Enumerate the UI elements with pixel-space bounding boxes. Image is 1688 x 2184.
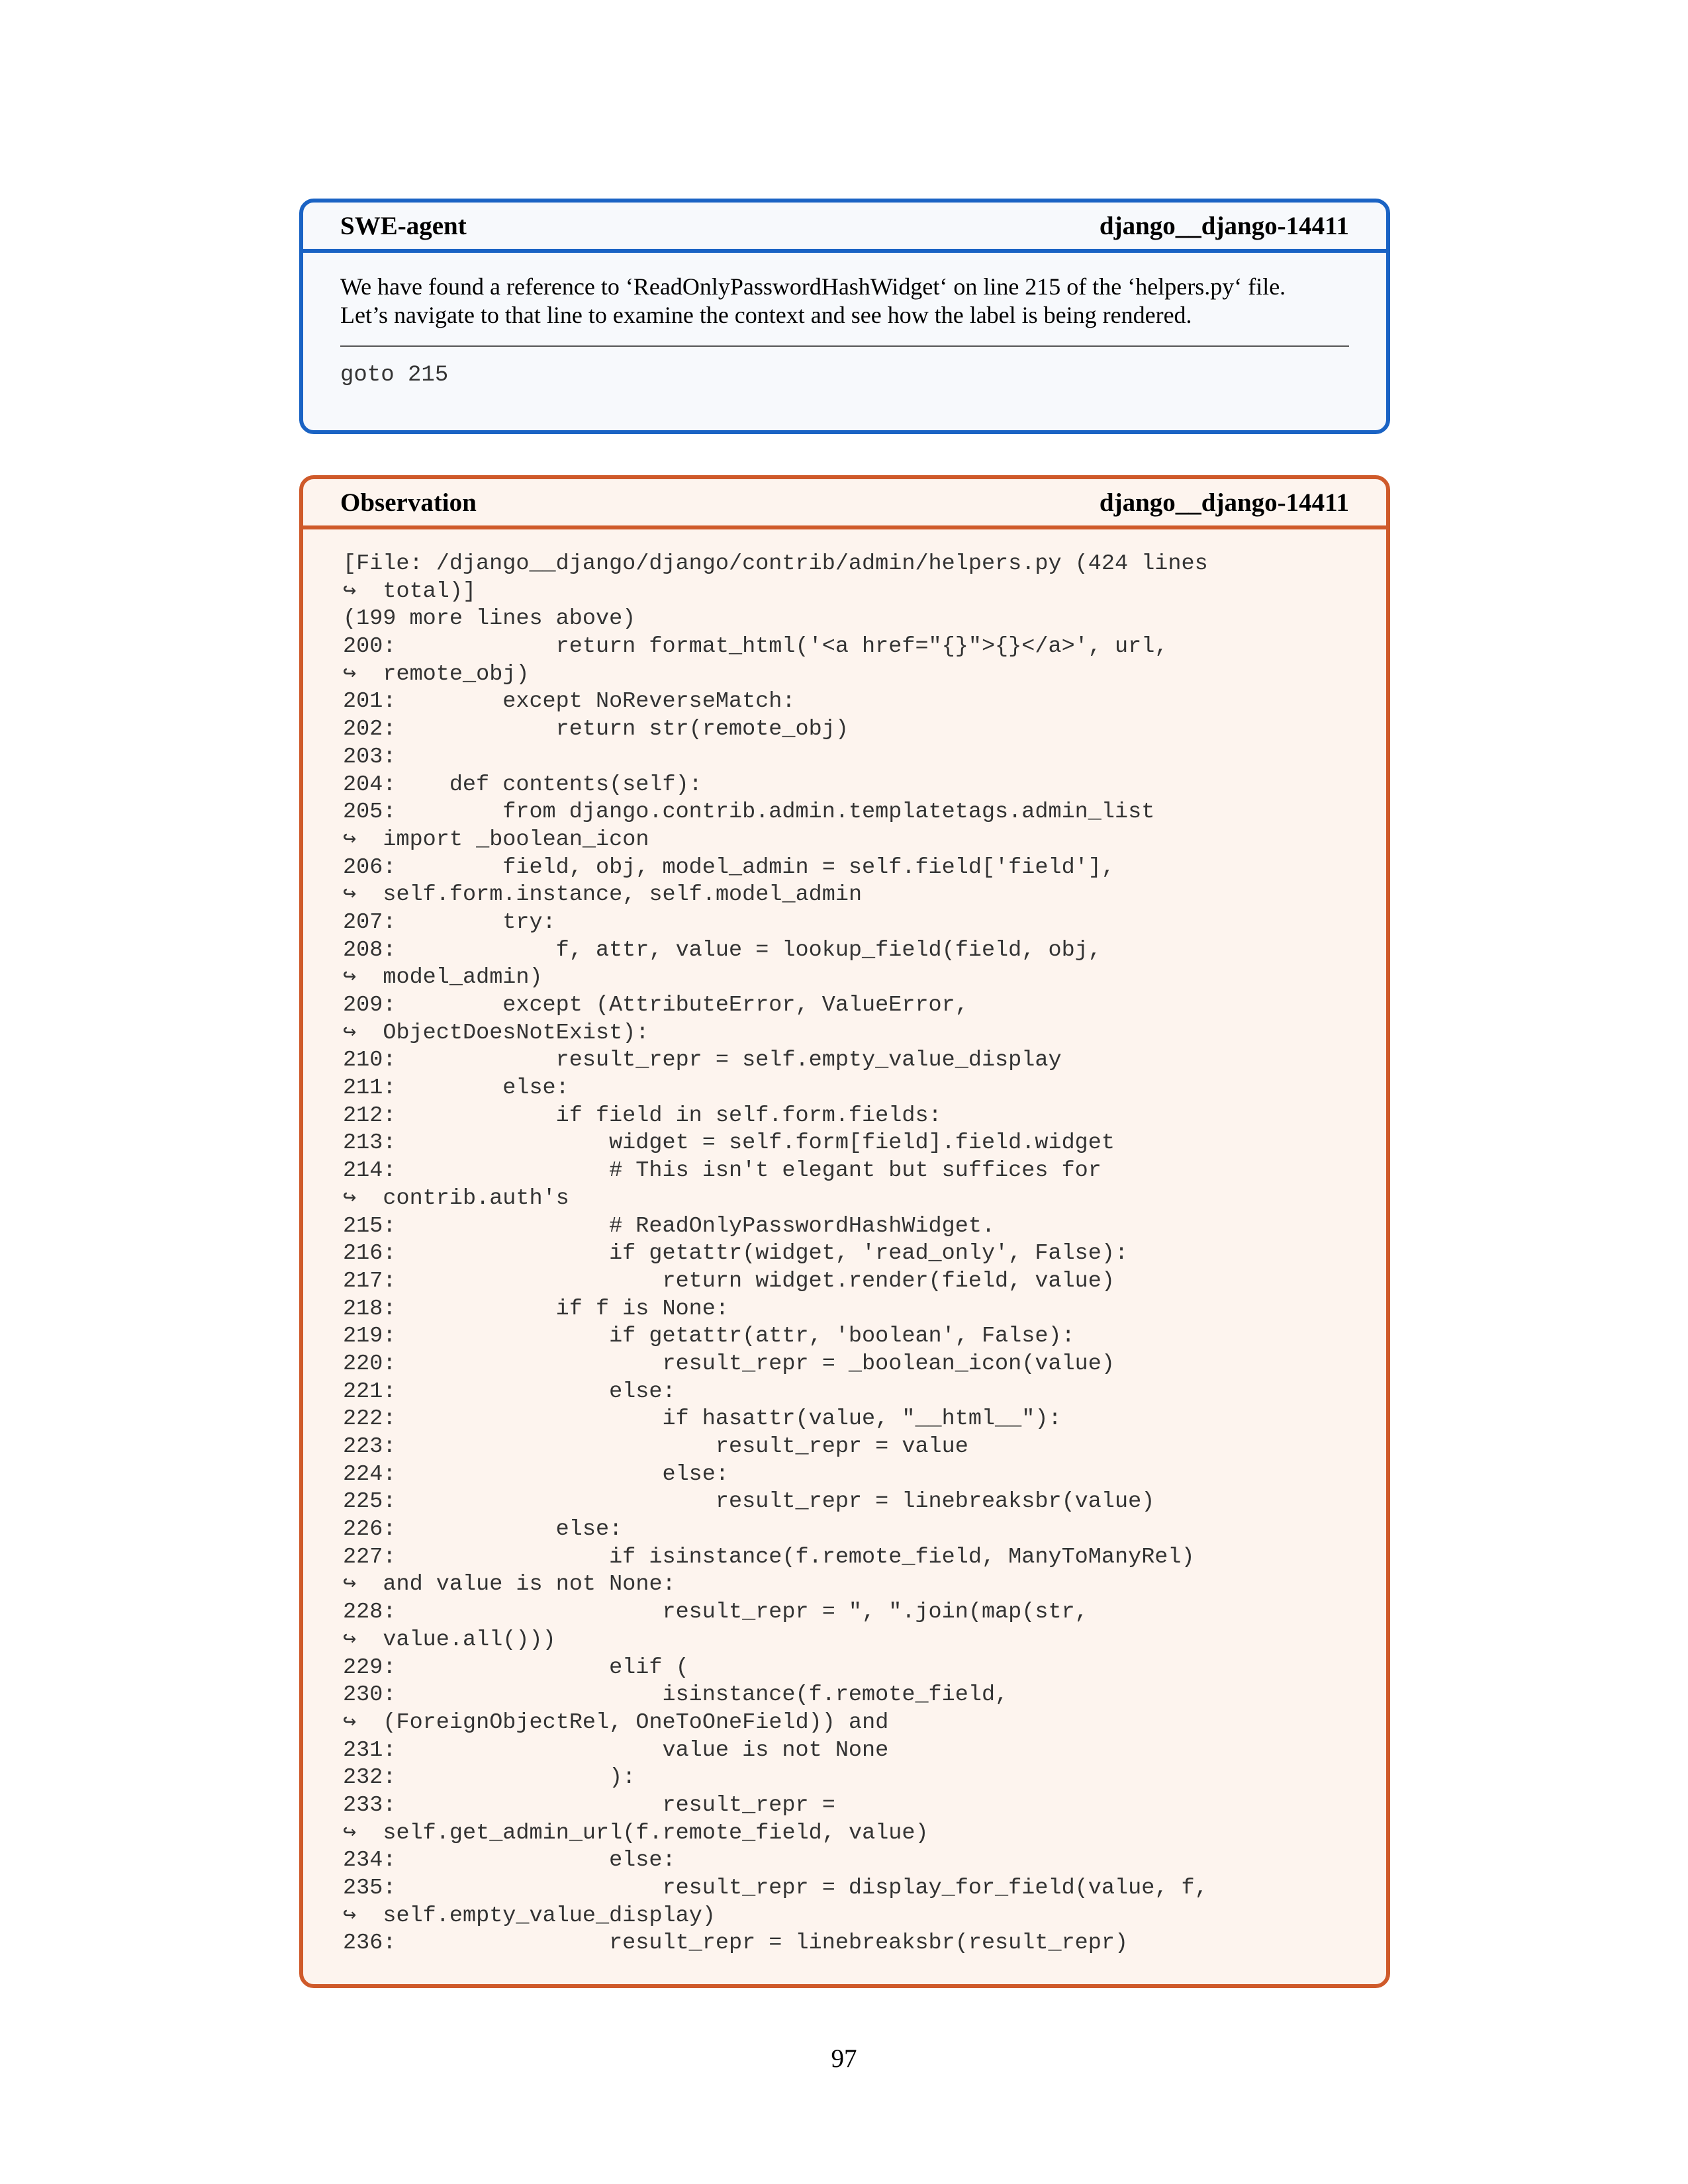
code-line: 206: field, obj, model_admin = self.field['field'], xyxy=(343,854,1115,880)
code-line: 221: else: xyxy=(343,1379,676,1404)
code-line: 216: if getattr(widget, 'read_only', False): xyxy=(343,1241,1129,1267)
code-line: ↪ value.all())) xyxy=(343,1627,556,1653)
code-line: ↪ total)] xyxy=(343,578,477,604)
observation-header xyxy=(303,479,1386,529)
swe-agent-body xyxy=(303,253,1386,389)
code-line: 202: return str(remote_obj) xyxy=(343,717,849,743)
code-line: 215: # ReadOnlyPasswordHashWidget. xyxy=(343,1213,996,1239)
code-line: 207: try: xyxy=(343,909,556,935)
observation-code-block xyxy=(343,551,1349,1958)
code-line: 217: return widget.render(field, value) xyxy=(343,1268,1115,1294)
code-line: 213: widget = self.form[field].field.widget xyxy=(343,1130,1115,1156)
observation-title: Observation xyxy=(340,488,477,517)
code-line: 227: if isinstance(f.remote_field, ManyToManyRel) xyxy=(343,1544,1195,1570)
code-line: 233: result_repr = xyxy=(343,1792,835,1818)
code-line: ↪ import _boolean_icon xyxy=(343,827,649,852)
code-line: 220: result_repr = _boolean_icon(value) xyxy=(343,1351,1115,1377)
swe-agent-box xyxy=(299,199,1390,434)
swe-agent-instance-id: django__django-14411 xyxy=(1099,211,1349,240)
code-line: 209: except (AttributeError, ValueError, xyxy=(343,993,968,1018)
code-line: 219: if getattr(attr, 'boolean', False): xyxy=(343,1324,1075,1349)
code-line: 234: else: xyxy=(343,1848,676,1874)
observation-instance-id: django__django-14411 xyxy=(1099,488,1349,517)
code-line: 229: elif ( xyxy=(343,1655,689,1680)
agent-thought-line: Let’s navigate to that line to examine the context and see how the label is being rendered. xyxy=(340,302,1192,328)
code-line: 232: ): xyxy=(343,1765,636,1791)
code-line: 212: if field in self.form.fields: xyxy=(343,1103,942,1128)
code-line: 200: return format_html('<a href="{}">{}</a>', url, xyxy=(343,634,1168,660)
code-line: ↪ self.empty_value_display) xyxy=(343,1903,716,1929)
code-line: ↪ contrib.auth's xyxy=(343,1185,569,1211)
code-line: 235: result_repr = display_for_field(value, f, xyxy=(343,1876,1208,1901)
code-line: 228: result_repr = ", ".join(map(str, xyxy=(343,1600,1088,1625)
code-line: 205: from django.contrib.admin.templatetags.admin_list xyxy=(343,799,1155,825)
code-line: 218: if f is None: xyxy=(343,1296,729,1322)
code-line: ↪ and value is not None: xyxy=(343,1572,676,1598)
code-line: (199 more lines above) xyxy=(343,606,636,632)
code-line: ↪ remote_obj) xyxy=(343,661,530,687)
page-number: 97 xyxy=(831,2044,857,2073)
code-line: 214: # This isn't elegant but suffices for xyxy=(343,1158,1102,1184)
agent-thought-line: We have found a reference to ‘ReadOnlyPasswordHashWidget‘ on line 215 of the ‘helpers.py‘ file. xyxy=(340,273,1286,300)
code-line: 201: except NoReverseMatch: xyxy=(343,689,796,715)
agent-action-command: goto 215 xyxy=(340,363,449,388)
code-line: ↪ self.get_admin_url(f.remote_field, value) xyxy=(343,1820,929,1846)
code-line: ↪ (ForeignObjectRel, OneToOneField)) and xyxy=(343,1709,889,1735)
code-line: 203: xyxy=(343,744,397,770)
swe-agent-title: SWE-agent xyxy=(340,211,467,240)
agent-thought xyxy=(340,273,1349,330)
code-line: 211: else: xyxy=(343,1075,569,1101)
thought-action-divider xyxy=(340,345,1349,347)
code-line: ↪ ObjectDoesNotExist): xyxy=(343,1020,649,1046)
code-line: 225: result_repr = linebreaksbr(value) xyxy=(343,1489,1155,1515)
code-line: 223: result_repr = value xyxy=(343,1434,968,1459)
code-line: 208: f, attr, value = lookup_field(field, obj, xyxy=(343,937,1102,963)
code-line: 230: isinstance(f.remote_field, xyxy=(343,1682,1009,1708)
observation-box xyxy=(299,475,1390,1988)
observation-body xyxy=(303,529,1386,1958)
code-line: 222: if hasattr(value, "__html__"): xyxy=(343,1406,1062,1432)
code-line: 226: else: xyxy=(343,1517,623,1543)
code-line: [File: /django__django/django/contrib/admin/helpers.py (424 lines xyxy=(343,551,1208,576)
code-line: 204: def contents(self): xyxy=(343,772,702,797)
swe-agent-header xyxy=(303,203,1386,253)
code-line: ↪ self.form.instance, self.model_admin xyxy=(343,882,863,908)
code-line: 210: result_repr = self.empty_value_display xyxy=(343,1048,1062,1073)
code-line: ↪ model_admin) xyxy=(343,965,543,991)
code-line: 236: result_repr = linebreaksbr(result_repr) xyxy=(343,1931,1129,1956)
code-line: 224: else: xyxy=(343,1461,729,1487)
code-line: 231: value is not None xyxy=(343,1737,889,1763)
